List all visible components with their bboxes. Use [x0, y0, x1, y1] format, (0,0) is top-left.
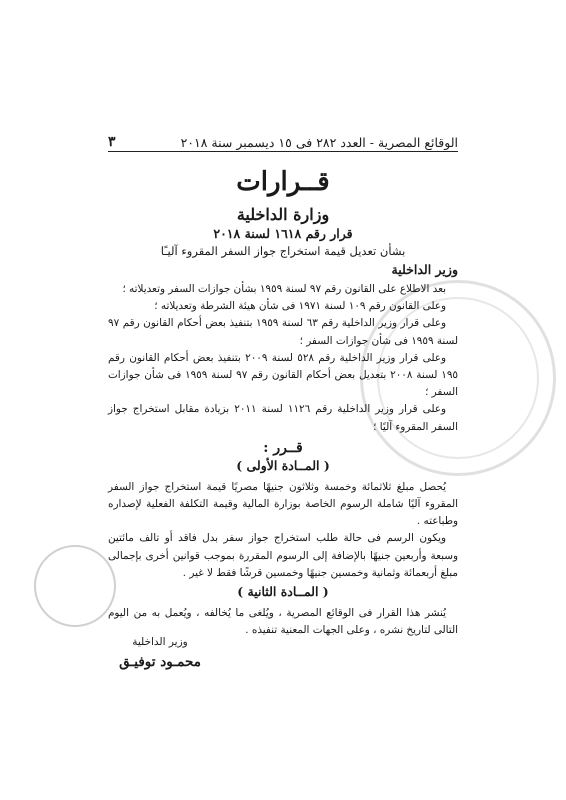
article-1-paragraph: ويكون الرسم فى حالة طلب استخراج جواز سفر بدل فاقد أو تالف مائتين وسبعة وأربعين جنيهًا بالإضافة إلى الرسوم المقررة بموجب قوانين أخرى بإجمالى مبلغ أربعمائة وثمانية وخمسين جنيهًا وخمسين قرشًا فقط لا غير . — [108, 532, 458, 579]
article-2-paragraph: يُنشر هذا القرار فى الوقائع المصرية ، ويُلغى ما يُخالفه ، ويُعمل به من اليوم التالى لتاريخ نشره ، وعلى الجهات المعنية تنفيذه . — [108, 607, 458, 637]
decree-number: قرار رقم ١٦١٨ لسنة ٢٠١٨ — [213, 226, 353, 241]
running-header — [108, 133, 458, 152]
page-number: ٣ — [108, 134, 116, 150]
decree-content — [108, 165, 458, 639]
preamble-paragraph: بعد الاطلاع على القانون رقم ٩٧ لسنة ١٩٥٩ بشأن جوازات السفر وتعديلاته ؛ — [122, 283, 446, 295]
preamble-paragraph: وعلى القانون رقم ١٠٩ لسنة ١٩٧١ فى شأن هيئة الشرطة وتعديلاته ؛ — [154, 300, 446, 313]
preamble-paragraph: وعلى قرار وزير الداخلية رقم ٥٢٨ لسنة ٢٠٠٩ بتنفيذ بعض أحكام القانون رقم ١٩٥ لسنة ٢٠٠٨ بتعديل بعض أحكام القانون رقم ٩٧ لسنة ١٩٥٩ فى شأن جوازات السفر ؛ — [108, 351, 459, 399]
preamble-paragraph: وعلى قرار وزير الداخلية رقم ١١٢٦ لسنة ٢٠١١ بزيادة مقابل استخراج جواز السفر المقروء آليًا ؛ — [108, 403, 458, 433]
decree-subject: بشأن تعديل قيمة استخراج جواز السفر المقروء آليـًا — [160, 244, 406, 258]
signatory-name: محمـود توفيـق — [119, 654, 201, 670]
minister-heading: وزير الداخلية — [391, 262, 458, 277]
section-title: قــرارات — [236, 167, 330, 197]
article-1-paragraph: يُحصل مبلغ ثلاثمائة وخمسة وثلاثون جنيهًا مصريًا قيمة استخراج جواز السفر المقروء آليًا شاملة الرسوم الخاصة بوزارة المالية وقيمة التكلفة الفعلية لإصداره وطباعته . — [108, 480, 458, 528]
preamble-paragraph: وعلى قرار وزير الداخلية رقم ٦٣ لسنة ١٩٥٩ بتنفيذ بعض أحكام القانون رقم ٩٧ لسنة ١٩٥٩ فى شأن جوازات السفر ؛ — [108, 317, 458, 347]
ministry-name: وزارة الداخلية — [236, 205, 330, 224]
signature-block — [110, 636, 210, 670]
gazette-seal — [34, 545, 116, 627]
running-title: الوقائع المصرية - العدد ٢٨٢ فى ١٥ ديسمبر سنة ٢٠١٨ — [180, 134, 458, 150]
article-1-title: ( المــادة الأولى ) — [236, 457, 330, 473]
signatory-title: وزير الداخلية — [132, 636, 188, 648]
article-2-title: ( المــادة الثانية ) — [237, 584, 329, 600]
decided-heading: قــرر : — [263, 439, 303, 456]
